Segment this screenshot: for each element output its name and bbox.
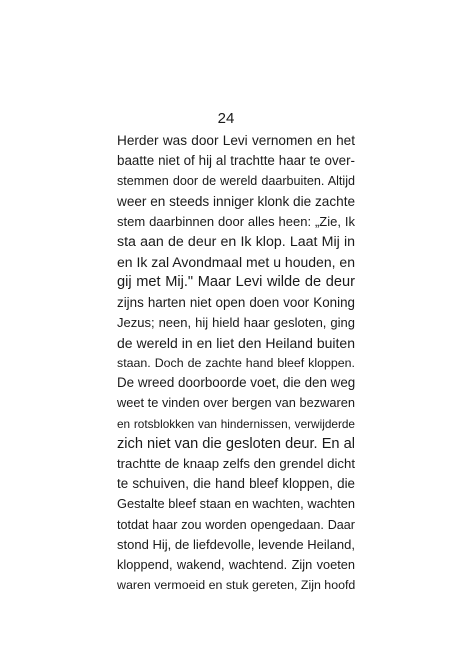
text-line: Herder was door Levi vernomen en het: [117, 133, 355, 148]
text-line: staan. Doch de zachte hand bleef kloppen.: [117, 356, 355, 371]
text-line: sta aan de deur en Ik klop. Laat Mij in: [117, 233, 355, 250]
text-line: zijns harten niet open doen voor Koning: [117, 294, 355, 310]
text-line: Gestalte bleef staan en wachten, wachten: [117, 496, 355, 512]
text-line: te schuiven, die hand bleef kloppen, die: [117, 476, 355, 492]
text-line: gij met Mij." Maar Levi wilde de deur: [117, 274, 355, 291]
page-number: 24: [217, 110, 235, 127]
text-line: stemmen door de wereld daarbuiten. Altijd: [117, 174, 355, 189]
text-line: stond Hij, de liefdevolle, levende Heiland,: [117, 536, 355, 552]
body-text: [117, 131, 355, 595]
text-line: stem daarbinnen door alles heen: „Zie, Ik: [117, 213, 355, 229]
text-line: trachtte de knaap zelfs den grendel dicht: [117, 456, 355, 471]
text-line: Jezus; neen, hij hield haar gesloten, ging: [117, 314, 355, 330]
text-line: weet te vinden over bergen van bezwaren: [117, 395, 355, 411]
text-line: zich niet van die gesloten deur. En al: [117, 435, 355, 452]
text-line: De wreed doorboorde voet, die den weg: [117, 375, 356, 391]
text-line: totdat haar zou worden opengedaan. Daar: [117, 517, 355, 532]
text-line: en Ik zal Avondmaal met u houden, en: [117, 254, 355, 271]
text-line: weer en steeds inniger klonk die zachte: [117, 193, 356, 209]
text-line: en rotsblokken van hindernissen, verwijderde: [117, 416, 355, 431]
text-line: de wereld in en liet den Heiland buiten: [117, 334, 355, 351]
text-line: waren vermoeid en stuk gereten, Zijn hoofd: [117, 578, 356, 593]
text-line: baatte niet of hij al trachtte haar te over-: [117, 153, 355, 169]
text-line: kloppend, wakend, wachtend. Zijn voeten: [117, 556, 355, 572]
